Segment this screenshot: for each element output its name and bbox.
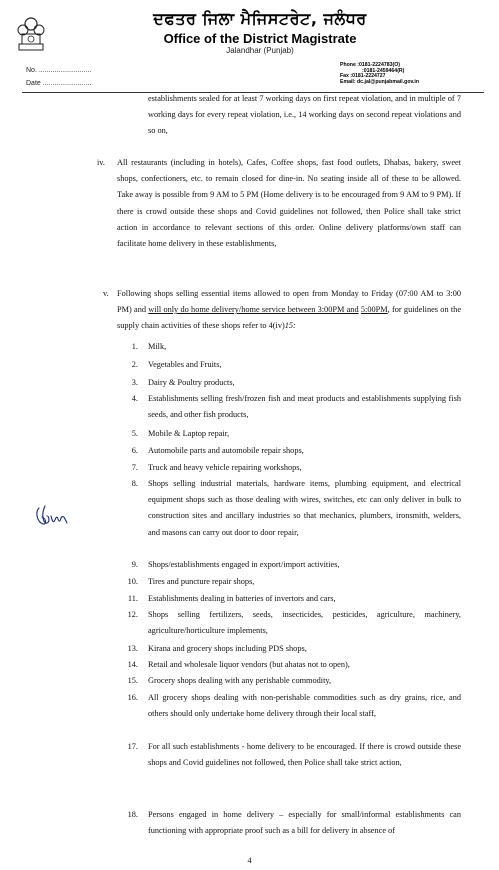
list-item: Dairy & Poultry products, [148,378,235,387]
list-item-number: 11. [127,594,138,603]
continuation-paragraph: establishments sealed for at least 7 working days on first repeat violation, and in multiple of 7 working days for every repeat violation, i.e., 14 working days on second repeat violations and so on, [148,94,461,136]
list-item: Milk, [148,342,167,351]
list-item-number: 13. [127,644,138,653]
list-item: For all such establishments - home delivery to be encouraged. If there is crowd outside these shops and Covid guidelines not followed, then Police shall take strict action, [148,742,461,768]
list-item: Establishments dealing in batteries of invertors and cars, [148,594,336,603]
list-item-number: 17. [127,742,138,751]
item-v-text-c: 15: [284,321,296,331]
list-item: All grocery shops dealing with non-perishable commodities such as dry grains, rice, and others should only undertake home delivery through their local staff, [148,693,461,719]
contact-fax: Fax :0181-2224727 [340,73,386,80]
list-item-number: 3. [131,378,138,387]
list-item: Shops selling fertilizers, seeds, insecticides, pesticides, agriculture, machinery, agriculture/horticulture implements, [148,610,461,636]
item-v-underlined-2: 5:00PM [360,305,388,315]
contact-block [340,63,419,85]
list-item: Shops/establishments engaged in export/import activities, [148,560,340,569]
item-v-text [117,286,461,335]
list-item-number: 1. [131,342,138,351]
list-item-number: 4. [131,394,138,403]
item-iv-number: iv. [97,158,105,167]
signature-initials-icon [33,500,73,530]
list-item: Mobile & Laptop repair, [148,429,230,438]
item-v-text-b: , for guidelines on the supply chain activities of these shops refer to 4(iv) [117,305,462,331]
reference-date: Date ......................... [26,80,92,87]
list-item: Truck and heavy vehicle repairing workshops, [148,463,302,472]
list-item-number: 6. [131,446,138,455]
contact-phone: Phone :0181-2224783(O) [340,62,400,68]
item-iv-text: All restaurants (including in hotels), Cafes, Coffee shops, fast food outlets, Dhabas, bakery, sweet shops, confectioners, etc. to remain closed for dine-in. No seating inside all of these to be allowed. Take away is possible from 9 AM to 5 PM (Home delivery is to be encouraged from 9 AM to 9 PM). If there is crowd outside these shops and Covid guidelines not followed, then Police shall take strict action in accordance to relevant sections of this order. Online delivery platforms/own staff can facilitate home delivery in these establishments, [117,158,461,249]
list-item: Vegetables and Fruits, [148,360,222,369]
list-item: Tires and puncture repair shops, [148,577,255,586]
office-title: Office of the District Magistrate [163,31,357,46]
list-item: Establishments selling fresh/frozen fish and meat products and establishments supplying fish seeds, and other fish products, [148,394,461,420]
item-v-underlined-1: will only do home delivery/home service between 3:00PM and [148,305,359,315]
list-item-number: 15. [127,676,138,685]
item-v-number: v. [103,289,109,298]
list-item-number: 18. [127,810,138,819]
list-item-number: 7. [131,463,138,472]
contact-email: Email: dc.jal@punjabmail.gov.in [340,78,420,85]
list-item: Automobile parts and automobile repair shops, [148,446,304,455]
list-item-number: 8. [131,479,138,488]
list-item: Shops selling industrial materials, hardware items, plumbing equipment, and electrical equipment shops such as those dealing with wires, switches, etc can only deliver in bulk to construction sites and ancillary industries so that mechanics, plumbers, ironsmith, welders, and masons can carry out door to door repair, [148,479,461,537]
state-emblem-icon [14,14,48,54]
list-item-number: 9. [131,560,138,569]
office-location: Jalandhar (Punjab) [226,46,294,55]
reference-number: No. ........................... [26,67,92,74]
list-item-number: 12. [127,610,138,619]
list-item-number: 10. [127,577,138,586]
list-item-number: 2. [131,360,138,369]
item-v-text-a: Following shops selling essential items allowed to open from Monday to Friday (07:00 AM to 3:00 PM) and [117,289,461,315]
list-item: Kirana and grocery shops including PDS shops, [148,644,307,653]
list-item: Persons engaged in home delivery – especially for small/informal establishments can functioning with appropriate proof such as a bill for delivery in absence of [148,810,461,836]
page-number: 4 [247,856,252,865]
list-item-number: 14. [127,660,138,669]
office-title-punjabi: ਦਫਤਰ ਜਿਲਾ ਮੈਜਿਸਟਰੇਟ, ਜਲੰਧਰ [153,9,367,28]
contact-phone-residence: :0181-2459464(R) [362,67,405,74]
list-item: Retail and wholesale liquor vendors (but ahatas not to open), [148,660,350,669]
list-item-number: 5. [131,429,138,438]
list-item-number: 16. [127,693,138,702]
list-item: Grocery shops dealing with any perishable commodity, [148,676,332,685]
